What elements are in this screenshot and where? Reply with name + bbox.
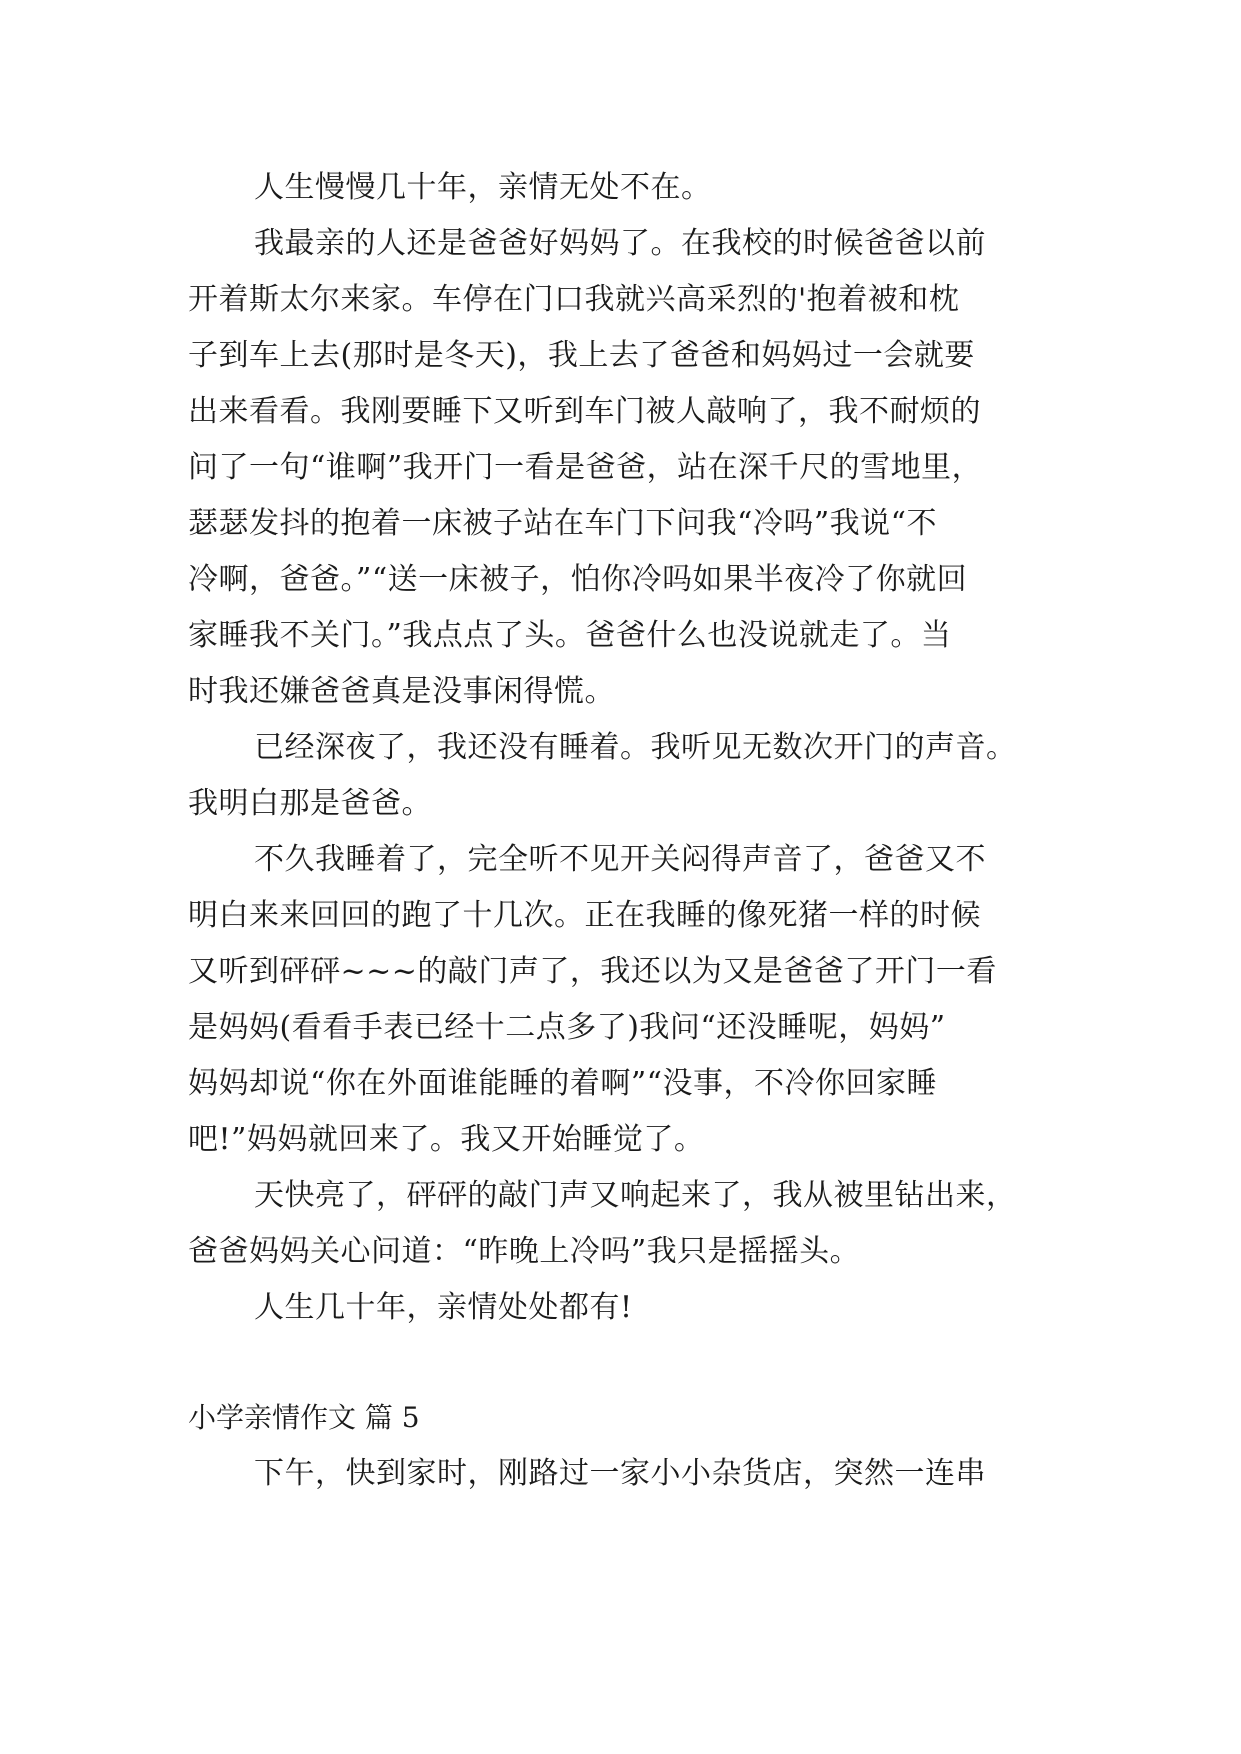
paragraph-line: 问了一句“谁啊”我开门一看是爸爸，站在深千尺的雪地里， xyxy=(188,450,983,485)
paragraph-line: 天快亮了，砰砰的敲门声又响起来了，我从被里钻出来， xyxy=(254,1178,1017,1213)
paragraph-line: 瑟瑟发抖的抱着一床被子站在车门下问我“冷吗”我说“不 xyxy=(188,506,938,541)
section-heading: 小学亲情作文 篇 5 xyxy=(188,1401,420,1434)
paragraph-line: 人生慢慢几十年，亲情无处不在。 xyxy=(254,170,712,205)
paragraph-line: 不久我睡着了，完全听不见开关闷得声音了，爸爸又不 xyxy=(254,842,986,877)
paragraph-line: 冷啊，爸爸。”“送一床被子，怕你冷吗如果半夜冷了你就回 xyxy=(188,562,968,597)
paragraph-line: 家睡我不关门。”我点点了头。爸爸什么也没说就走了。当 xyxy=(188,618,952,653)
paragraph-line: 明白来来回回的跑了十几次。正在我睡的像死猪一样的时候 xyxy=(188,898,981,933)
paragraph-line: 已经深夜了，我还没有睡着。我听见无数次开门的声音。 xyxy=(254,730,1017,765)
paragraph-line: 时我还嫌爸爸真是没事闲得慌。 xyxy=(188,674,615,709)
paragraph-line: 是妈妈(看看手表已经十二点多了)我问“还没睡呢，妈妈” xyxy=(188,1010,946,1045)
paragraph-line: 又听到砰砰~~~的敲门声了，我还以为又是爸爸了开门一看 xyxy=(188,954,997,989)
paragraph-line: 人生几十年，亲情处处都有! xyxy=(254,1290,633,1325)
paragraph-line: 我最亲的人还是爸爸好妈妈了。在我校的时候爸爸以前 xyxy=(254,226,986,261)
paragraph-line: 妈妈却说“你在外面谁能睡的着啊”“没事，不冷你回家睡 xyxy=(188,1066,938,1101)
paragraph-line: 下午，快到家时，刚路过一家小小杂货店，突然一连串 xyxy=(254,1456,986,1491)
paragraph-line: 吧!”妈妈就回来了。我又开始睡觉了。 xyxy=(188,1122,705,1157)
paragraph-line: 子到车上去(那时是冬天)，我上去了爸爸和妈妈过一会就要 xyxy=(188,338,975,373)
paragraph-line: 爸爸妈妈关心问道：“昨晚上冷吗”我只是摇摇头。 xyxy=(188,1234,861,1269)
paragraph-line: 开着斯太尔来家。车停在门口我就兴高采烈的'抱着被和枕 xyxy=(188,282,960,317)
paragraph-line: 我明白那是爸爸。 xyxy=(188,786,432,821)
paragraph-line: 出来看看。我刚要睡下又听到车门被人敲响了，我不耐烦的 xyxy=(188,394,981,429)
